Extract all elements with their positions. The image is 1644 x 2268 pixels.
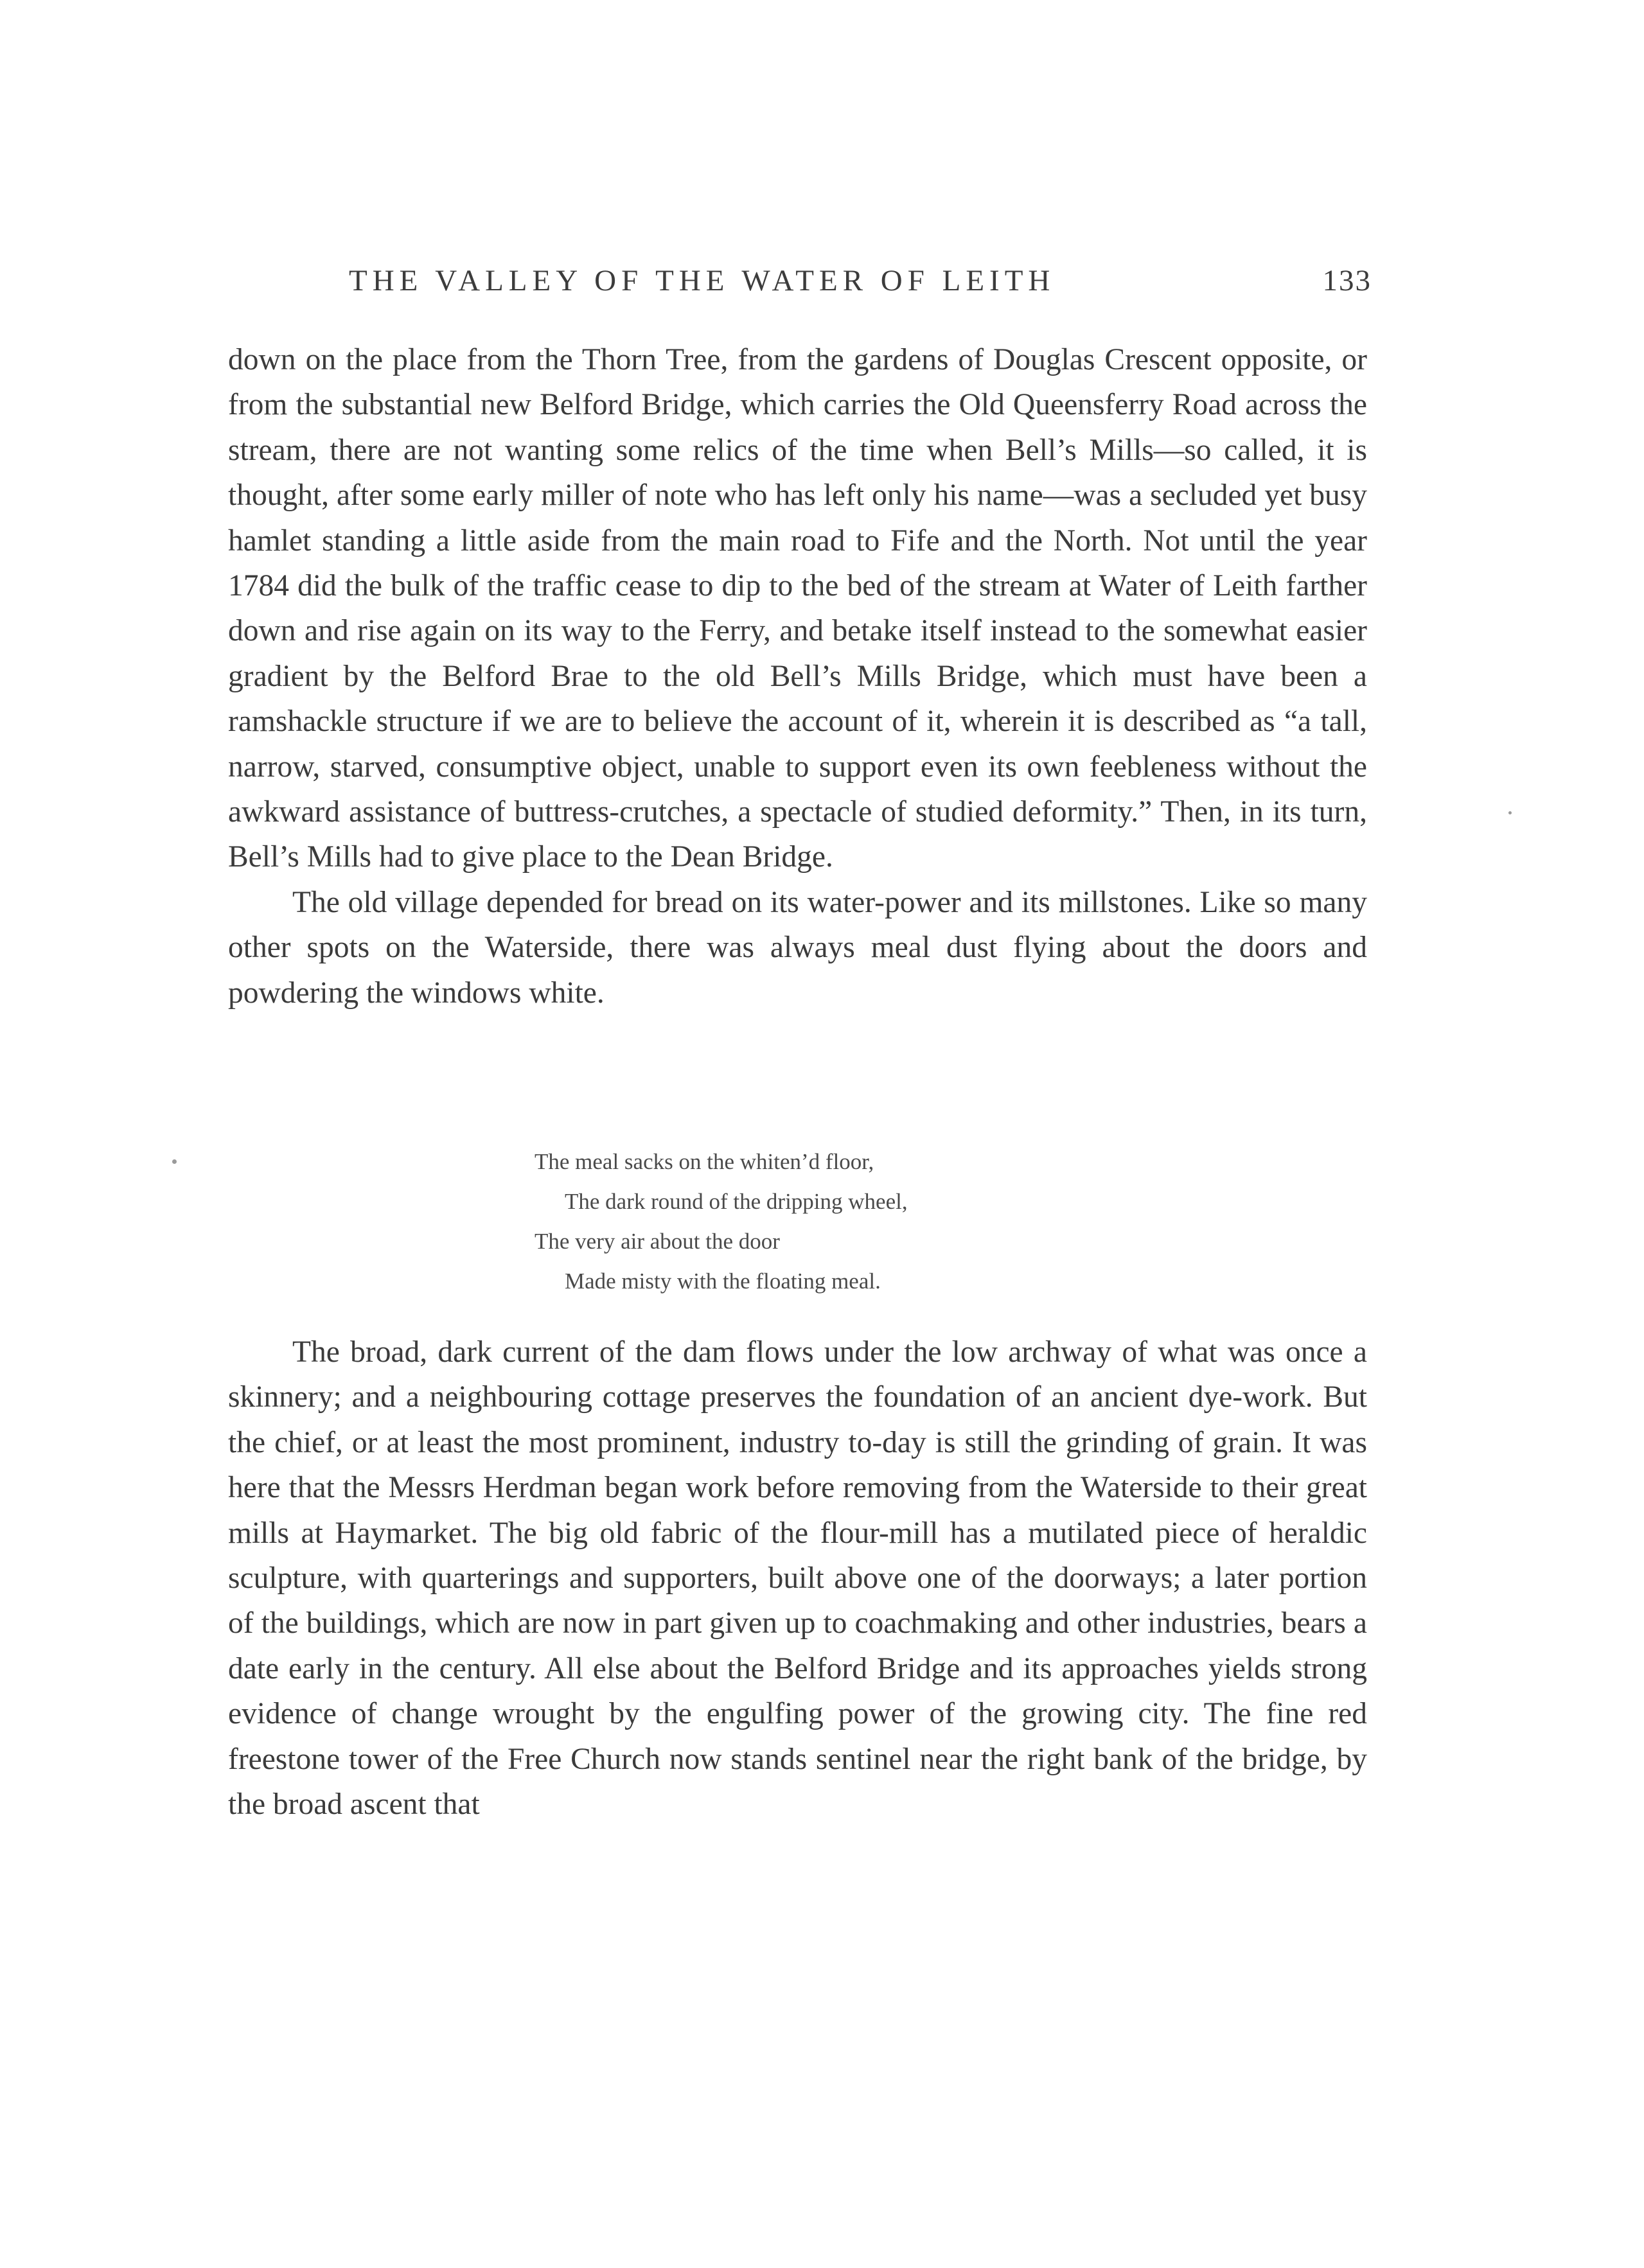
verse-line: The meal sacks on the whiten’d floor, <box>535 1149 874 1174</box>
verse-line: Made misty with the floating meal. <box>565 1269 881 1294</box>
paper-speck <box>1508 811 1512 814</box>
paragraph-mill: The broad, dark current of the dam flows under the low archway of what was once a skinnery; and a neighbouring cottage preserves the foundation of an ancient dye-work. But the chief, or at least the most prominent, industry to-day is still the grinding of grain. It was here that the Messrs Herdman began work before removing from the Waterside to their great mills at Haymarket. The big old fabric of the flour-mill has a mutilated piece of heraldic sculpture, with quarterings and supporters, built above one of the doorways; a later portion of the buildings, which are now in part given up to coachmaking and other industries, bears a date early in the century. All else about the Belford Bridge and its approaches yields strong evidence of change wrought by the engulfing power of the growing city. The fine red freestone tower of the Free Church now stands sentinel near the right bank of the bridge, by the broad ascent that <box>228 1335 1367 1822</box>
running-head <box>228 263 1372 308</box>
verse-line: The dark round of the dripping wheel, <box>565 1189 908 1214</box>
body-text <box>228 337 1367 1015</box>
paragraph-continued: down on the place from the Thorn Tree, from the gardens of Douglas Crescent opposite, or from the substantial new Belford Bridge, which carries the Old Queensferry Road across the stream, there are not wanting some relics of the time when Bell’s Mills—so called, it is thought, after some early miller of note who has left only his name—was a secluded yet busy hamlet standing a little aside from the main road to Fife and the North. Not until the year 1784 did the bulk of the traffic cease to dip to the bed of the stream at Water of Leith farther down and rise again on its way to the Ferry, and betake itself instead to the somewhat easier gradient by the Belford Brae to the old Bell’s Mills Bridge, which must have been a ramshackle structure if we are to believe the account of it, wherein it is described as “a tall, narrow, starved, consumptive object, unable to support even its own feebleness without the awkward assistance of buttress-crutches, a spectacle of studied deformity.” Then, in its turn, Bell’s Mills had to give place to the Dean Bridge. <box>228 343 1367 874</box>
verse-line: The very air about the door <box>535 1229 780 1254</box>
running-head-title: THE VALLEY OF THE WATER OF LEITH <box>349 264 1056 297</box>
paper-speck <box>172 1159 177 1164</box>
paragraph-village: The old village depended for bread on its water-power and its millstones. Like so many other spots on the Waterside, there was always meal dust flying about the doors and powdering the windows white. <box>228 885 1367 1010</box>
page-number: 133 <box>1322 264 1372 297</box>
verse-quotation <box>535 1142 908 1301</box>
